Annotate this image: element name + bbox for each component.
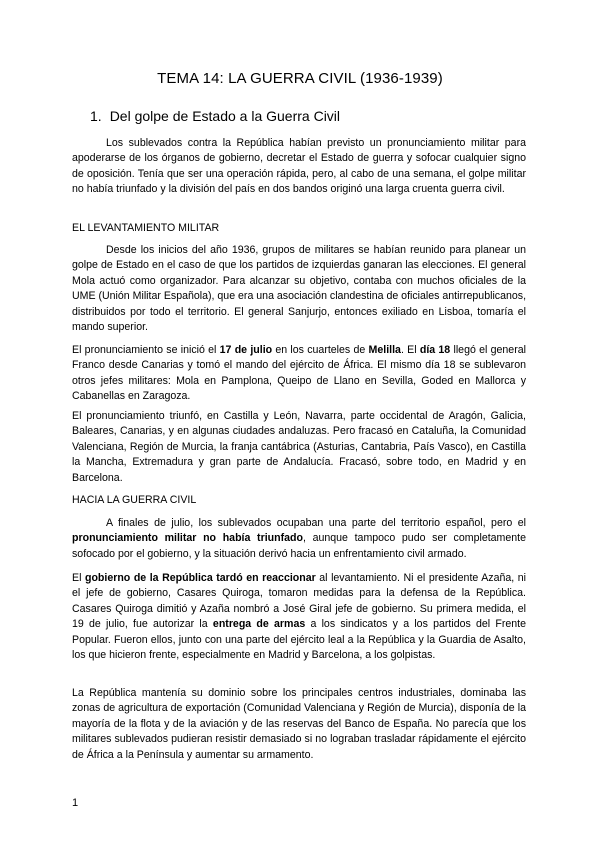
text-run: llegó el general Franco desde Canarias y tomó el mando del ejército de África. El mismo día 18 se sublevaron otros jefes militares: Mola en Pamplona, Queipo de Llano en Sevilla, Goded en Mallorca y Cabanellas en Zaragoza.: [72, 344, 526, 403]
paragraph-pronunciamiento: [72, 343, 526, 405]
bold-entrega-armas: entrega de armas: [212, 618, 306, 631]
text-run: El: [72, 572, 85, 584]
bold-dia-18: día 18: [419, 344, 451, 356]
text-run: a los sindicatos y a los partidos del Frente Popular. Fueron ellos, junto con una parte del ejército leal a la República y la Guardia de Asalto, los que hicieron frente, especialmente en Madrid y Barcelona, a los golpistas.: [72, 618, 526, 662]
section-label: Del golpe de Estado a la Guerra Civil: [109, 108, 341, 124]
bold-pronunciamiento-no-triunfado: pronunciamiento militar no había triunfado: [72, 532, 303, 545]
page-number: 1: [72, 797, 79, 809]
section-heading: [90, 108, 340, 124]
paragraph-gobierno-republica: [72, 571, 526, 663]
text-run: A finales de julio, los sublevados ocupaban una parte del territorio español, pero el: [106, 517, 526, 529]
text-run: . El: [400, 344, 420, 356]
paragraph-finales-julio: [72, 516, 526, 562]
section-number: 1.: [90, 108, 102, 124]
text-run: en los cuarteles de: [272, 344, 369, 356]
paragraph-preparacion: Desde los inicios del año 1936, grupos de militares se habían reunido para planear un golpe de Estado en el caso de que los partidos de izquierdas ganaran las elecciones. El general Mola actuó como organizador. Para alcanzar su objetivo, contaba con muchos oficiales de la UME (Unión Militar Española), que era una asociación clandestina de oficiales antirrepublicanos, distribuidos por todo el territorio. El general Sanjurjo, entonces exiliado en Lisboa, tomaría el mando superior.: [72, 244, 527, 334]
heading-hacia-guerra-civil: HACIA LA GUERRA CIVIL: [72, 494, 197, 506]
paragraph-intro: Los sublevados contra la República habían previsto un pronunciamiento militar para apoderarse de los órganos de gobierno, decretar el Estado de guerra y sofocar cualquier signo de oposición. Tenía que ser una operación rápida, pero, al cabo de una semana, el golpe militar no había triunfado y la división del país en dos bandos originó una larga cruenta guerra civil.: [72, 137, 526, 196]
text-run: al levantamiento. Ni el presidente Azaña, ni el jefe de gobierno, Casares Quiroga, tomaron medidas para la defensa de la República. Casares Quiroga dimitió y Azaña nombró a José Giral jefe de gobierno. Su primera medida, el 19 de julio, fue autorizar la: [72, 572, 526, 631]
text-run: El pronunciamiento se inició el: [72, 344, 220, 356]
bold-melilla: Melilla: [368, 344, 401, 356]
text-run: , aunque tampoco pudo ser completamente sofocado por el gobierno, y la situación derivó hacia un enfrentamiento civil armado.: [72, 532, 526, 560]
heading-levantamiento-militar: EL LEVANTAMIENTO MILITAR: [72, 222, 220, 234]
paragraph-republica-dominio: La República mantenía su dominio sobre los principales centros industriales, dominaba las zonas de agricultura de exportación (Comunidad Valenciana y Región de Murcia), disponía de la mayoría de la flota y de la aviación y de las reservas del Banco de España. No parecía que los militares sublevados pudieran resistir demasiado si no lograban trasladar rápidamente el ejército de África a la Península y aumentar su armamento.: [72, 687, 526, 761]
paragraph-triunfo-fracaso: El pronunciamiento triunfó, en Castilla y León, Navarra, parte occidental de Aragón, Galicia, Baleares, Canarias, y en algunas ciudades andaluzas. Pero fracasó en Cataluña, la Comunidad Valenciana, Región de Murcia, la franja cantábrica (Asturias, Cantabria, País Vasco), en Castilla la Mancha, Extremadura y gran parte de Andalucía. Fracasó, sobre todo, en Madrid y en Barcelona.: [72, 410, 526, 484]
bold-gobierno-tardo: gobierno de la República tardó en reaccionar: [84, 572, 316, 584]
document-title: TEMA 14: LA GUERRA CIVIL (1936-1939): [157, 70, 443, 87]
bold-date-17-julio: 17 de julio: [219, 344, 273, 356]
